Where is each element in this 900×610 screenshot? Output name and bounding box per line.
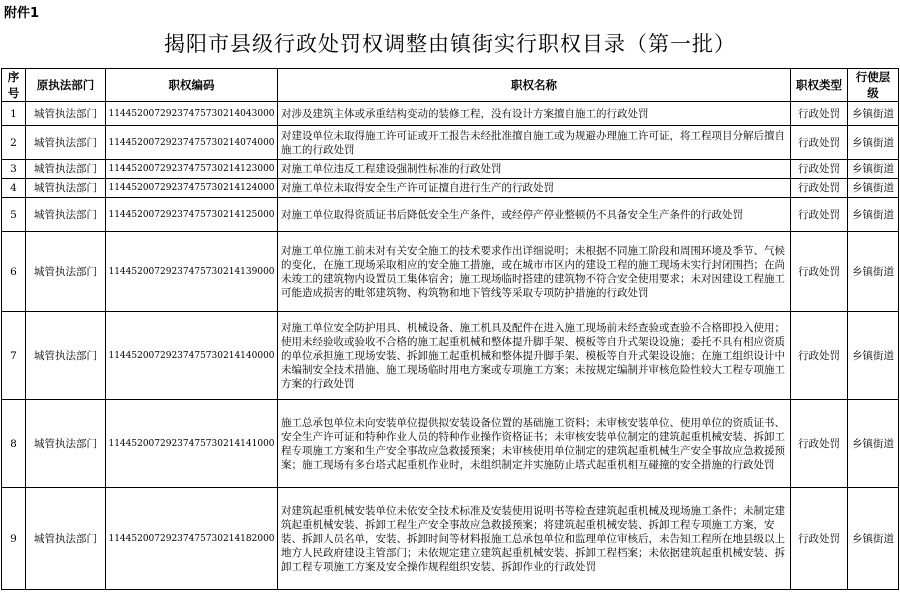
row-dept: 城管执法部门: [26, 160, 106, 179]
row-seq: 6: [2, 232, 26, 312]
row-type: 行政处罚: [791, 400, 848, 488]
row-code: 11445200729237475730214125000: [106, 198, 278, 232]
row-name: 对施工单位取得资质证书后降低安全生产条件，或经停产停业整顿仍不具备安全生产条件的行政处罚: [278, 198, 791, 232]
row-name: 对施工单位未取得安全生产许可证擅自进行生产的行政处罚: [278, 179, 791, 198]
row-code: 11445200729237475730214140000: [106, 312, 278, 400]
row-type: 行政处罚: [791, 102, 848, 126]
row-type: 行政处罚: [791, 179, 848, 198]
row-type: 行政处罚: [791, 160, 848, 179]
row-type: 行政处罚: [791, 232, 848, 312]
row-dept: 城管执法部门: [26, 198, 106, 232]
header-name: 职权名称: [278, 69, 791, 102]
row-level: 乡镇街道: [848, 400, 899, 488]
row-seq: 7: [2, 312, 26, 400]
row-dept: 城管执法部门: [26, 400, 106, 488]
row-level: 乡镇街道: [848, 312, 899, 400]
row-name: 对施工单位安全防护用具、机械设备、施工机具及配件在进入施工现场前未经查验或查验不合格即投入使用；使用未经验收或验收不合格的施工起重机械和整体提升脚手架、模板等自升式架设设施；委托不具有相应资质的单位承担施工现场安装、拆卸施工起重机械和整体提升脚手架、模板等自升式架设设施；在施工组织设计中未编制安全技术措施、施工现场临时用电方案或专项施工方案；未按规定编制并审核危险性较大工程专项施工方案的行政处罚: [278, 312, 791, 400]
table-row: [2, 312, 899, 400]
row-name: 对涉及建筑主体或承重结构变动的装修工程，没有设计方案擅自施工的行政处罚: [278, 102, 791, 126]
row-dept: 城管执法部门: [26, 126, 106, 160]
row-dept: 城管执法部门: [26, 179, 106, 198]
row-seq: 2: [2, 126, 26, 160]
row-level: 乡镇街道: [848, 102, 899, 126]
row-dept: 城管执法部门: [26, 488, 106, 590]
header-seq: 序号: [2, 69, 26, 102]
row-name: 施工总承包单位未向安装单位提供拟安装设备位置的基础施工资料；未审核安装单位、使用单位的资质证书、安全生产许可证和特种作业人员的特种作业操作资格证书；未审核安装单位制定的建筑起重机械安装、拆卸工程专项施工方案和生产安全事故应急救援预案；未审核使用单位制定的建筑起重机械生产安全事故应急救援预案；施工现场有多台塔式起重机作业时，未组织制定并实施防止塔式起重机相互碰撞的安全措施的行政处罚: [278, 400, 791, 488]
row-level: 乡镇街道: [848, 179, 899, 198]
row-name: 对建筑起重机械安装单位未依安全技术标准及安装使用说明书等检查建筑起重机械及现场施工条件；未制定建筑起重机械安装、拆卸工程生产安全事故应急救援预案；将建筑起重机械安装、拆卸工程专项施工方案，安装、拆卸人员名单，安装、拆卸时间等材料报施工总承包单位和监理单位审核后，未告知工程所在地县级以上地方人民政府建设主管部门；未依规定建立建筑起重机械安装、拆卸工程档案；未依据建筑起重机械安装、拆卸工程专项施工方案及安全操作规程组织安装、拆卸作业的行政处罚: [278, 488, 791, 590]
row-seq: 5: [2, 198, 26, 232]
row-seq: 9: [2, 488, 26, 590]
row-seq: 8: [2, 400, 26, 488]
row-type: 行政处罚: [791, 488, 848, 590]
table-row: [2, 400, 899, 488]
row-name: 对施工单位施工前未对有关安全施工的技术要求作出详细说明；未根据不同施工阶段和周围环境及季节、气候的变化，在施工现场采取相应的安全施工措施，或在城市市区内的建设工程的施工现场未实行封闭围挡；在尚未竣工的建筑物内设置员工集体宿舍；施工现场临时搭建的建筑物不符合安全使用要求；未对因建设工程施工可能造成损害的毗邻建筑物、构筑物和地下管线等采取专项防护措施的行政处罚: [278, 232, 791, 312]
table-row: [2, 232, 899, 312]
row-level: 乡镇街道: [848, 126, 899, 160]
row-dept: 城管执法部门: [26, 312, 106, 400]
table-row: [2, 198, 899, 232]
row-code: 11445200729237475730214139000: [106, 232, 278, 312]
row-seq: 3: [2, 160, 26, 179]
header-dept: 原执法部门: [26, 69, 106, 102]
row-seq: 4: [2, 179, 26, 198]
row-level: 乡镇街道: [848, 198, 899, 232]
row-name: 对施工单位违反工程建设强制性标准的行政处罚: [278, 160, 791, 179]
row-level: 乡镇街道: [848, 488, 899, 590]
row-seq: 1: [2, 102, 26, 126]
row-type: 行政处罚: [791, 126, 848, 160]
header-code: 职权编码: [106, 69, 278, 102]
table-row: [2, 160, 899, 179]
authority-table: [1, 68, 899, 590]
table-row: [2, 102, 899, 126]
row-code: 11445200729237475730214124000: [106, 179, 278, 198]
header-row: [2, 69, 899, 102]
attachment-label: 附件1: [4, 6, 40, 21]
table-row: [2, 179, 899, 198]
row-name: 对建设单位未取得施工许可证或开工报告未经批准擅自施工或为规避办理施工许可证，将工程项目分解后擅自施工的行政处罚: [278, 126, 791, 160]
table-row: [2, 488, 899, 590]
row-type: 行政处罚: [791, 312, 848, 400]
row-code: 11445200729237475730214043000: [106, 102, 278, 126]
row-code: 11445200729237475730214141000: [106, 400, 278, 488]
row-dept: 城管执法部门: [26, 102, 106, 126]
row-type: 行政处罚: [791, 198, 848, 232]
row-level: 乡镇街道: [848, 160, 899, 179]
row-dept: 城管执法部门: [26, 232, 106, 312]
row-code: 11445200729237475730214123000: [106, 160, 278, 179]
row-code: 11445200729237475730214074000: [106, 126, 278, 160]
header-type: 职权类型: [791, 69, 848, 102]
row-code: 11445200729237475730214182000: [106, 488, 278, 590]
row-level: 乡镇街道: [848, 232, 899, 312]
page-title: 揭阳市县级行政处罚权调整由镇街实行职权目录（第一批）: [164, 32, 736, 56]
table-row: [2, 126, 899, 160]
header-level: 行使层级: [848, 69, 899, 102]
